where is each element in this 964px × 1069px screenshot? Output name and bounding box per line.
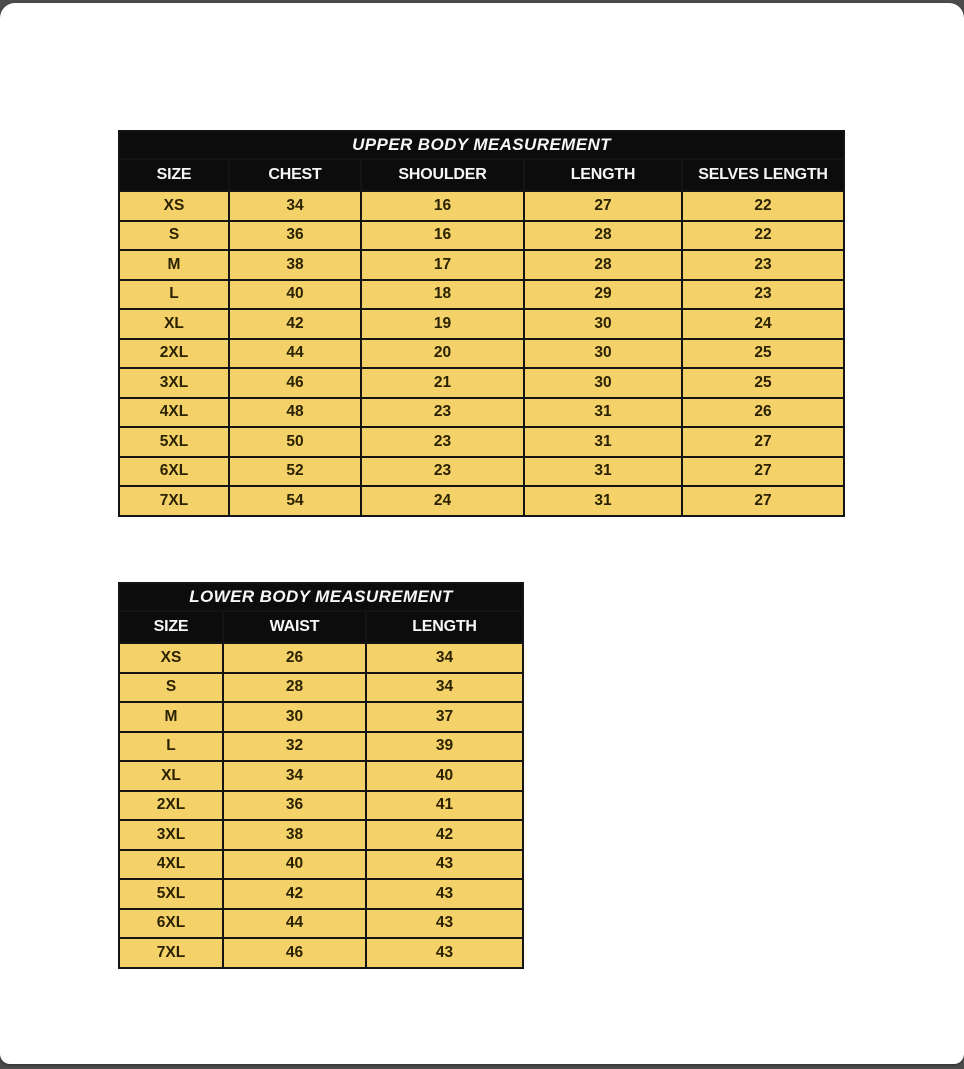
measurement-cell: 16 [361, 191, 524, 221]
table-row [119, 368, 844, 398]
size-cell: 2XL [119, 791, 223, 821]
size-cell: 7XL [119, 938, 223, 968]
size-cell: XS [119, 191, 229, 221]
table-row [119, 457, 844, 487]
measurement-cell: 23 [361, 427, 524, 457]
measurement-cell: 40 [366, 761, 523, 791]
size-cell: 3XL [119, 820, 223, 850]
size-cell: 3XL [119, 368, 229, 398]
measurement-cell: 25 [682, 339, 844, 369]
column-header-length: LENGTH [524, 159, 682, 191]
size-cell: 6XL [119, 909, 223, 939]
measurement-cell: 54 [229, 486, 361, 516]
measurement-cell: 18 [361, 280, 524, 310]
table-row [119, 732, 523, 762]
column-header-chest: CHEST [229, 159, 361, 191]
table-row [119, 909, 523, 939]
upper-table-title: UPPER BODY MEASUREMENT [119, 131, 844, 159]
measurement-cell: 24 [361, 486, 524, 516]
upper-body-measurement-table [118, 130, 845, 517]
measurement-cell: 25 [682, 368, 844, 398]
measurement-cell: 22 [682, 191, 844, 221]
table-row [119, 879, 523, 909]
table-row [119, 221, 844, 251]
table-row [119, 820, 523, 850]
table-row [119, 643, 523, 673]
measurement-cell: 42 [223, 879, 366, 909]
lower-table-title-row [119, 583, 523, 611]
measurement-cell: 30 [524, 339, 682, 369]
table-row [119, 398, 844, 428]
measurement-cell: 31 [524, 486, 682, 516]
measurement-cell: 23 [682, 280, 844, 310]
measurement-cell: 48 [229, 398, 361, 428]
size-cell: 6XL [119, 457, 229, 487]
size-cell: S [119, 221, 229, 251]
measurement-cell: 26 [682, 398, 844, 428]
size-cell: XS [119, 643, 223, 673]
table-row [119, 761, 523, 791]
measurement-cell: 52 [229, 457, 361, 487]
lower-table-header-row [119, 611, 523, 643]
measurement-cell: 22 [682, 221, 844, 251]
table-row [119, 850, 523, 880]
measurement-cell: 36 [229, 221, 361, 251]
size-cell: L [119, 280, 229, 310]
measurement-cell: 28 [524, 221, 682, 251]
measurement-cell: 43 [366, 909, 523, 939]
measurement-cell: 28 [223, 673, 366, 703]
measurement-cell: 27 [524, 191, 682, 221]
table-row [119, 673, 523, 703]
size-cell: L [119, 732, 223, 762]
column-header-length: LENGTH [366, 611, 523, 643]
measurement-cell: 20 [361, 339, 524, 369]
size-cell: M [119, 702, 223, 732]
measurement-cell: 34 [366, 673, 523, 703]
measurement-cell: 41 [366, 791, 523, 821]
table-row [119, 191, 844, 221]
measurement-cell: 40 [229, 280, 361, 310]
table-row [119, 280, 844, 310]
measurement-cell: 30 [223, 702, 366, 732]
content-card [0, 3, 964, 1064]
column-header-shoulder: SHOULDER [361, 159, 524, 191]
measurement-cell: 43 [366, 879, 523, 909]
measurement-cell: 23 [361, 457, 524, 487]
measurement-cell: 34 [223, 761, 366, 791]
table-row [119, 427, 844, 457]
size-cell: 2XL [119, 339, 229, 369]
size-cell: 4XL [119, 398, 229, 428]
measurement-cell: 44 [223, 909, 366, 939]
measurement-cell: 46 [223, 938, 366, 968]
measurement-cell: 27 [682, 486, 844, 516]
table-row [119, 250, 844, 280]
size-cell: 5XL [119, 427, 229, 457]
column-header-size: SIZE [119, 159, 229, 191]
size-cell: XL [119, 309, 229, 339]
measurement-cell: 32 [223, 732, 366, 762]
measurement-cell: 30 [524, 368, 682, 398]
measurement-cell: 40 [223, 850, 366, 880]
measurement-cell: 21 [361, 368, 524, 398]
measurement-cell: 19 [361, 309, 524, 339]
measurement-cell: 37 [366, 702, 523, 732]
measurement-cell: 34 [366, 643, 523, 673]
measurement-cell: 43 [366, 938, 523, 968]
measurement-cell: 24 [682, 309, 844, 339]
column-header-waist: WAIST [223, 611, 366, 643]
lower-body-measurement-table [118, 582, 524, 969]
lower-table-title: LOWER BODY MEASUREMENT [119, 583, 523, 611]
measurement-cell: 42 [229, 309, 361, 339]
column-header-size: SIZE [119, 611, 223, 643]
upper-table-title-row [119, 131, 844, 159]
table-row [119, 791, 523, 821]
table-row [119, 486, 844, 516]
measurement-cell: 26 [223, 643, 366, 673]
measurement-cell: 17 [361, 250, 524, 280]
table-row [119, 938, 523, 968]
size-cell: M [119, 250, 229, 280]
table-row [119, 339, 844, 369]
upper-table-body [119, 191, 844, 516]
measurement-cell: 42 [366, 820, 523, 850]
size-cell: XL [119, 761, 223, 791]
measurement-cell: 30 [524, 309, 682, 339]
measurement-cell: 23 [361, 398, 524, 428]
measurement-cell: 16 [361, 221, 524, 251]
measurement-cell: 38 [229, 250, 361, 280]
table-row [119, 702, 523, 732]
measurement-cell: 50 [229, 427, 361, 457]
measurement-cell: 43 [366, 850, 523, 880]
measurement-cell: 46 [229, 368, 361, 398]
measurement-cell: 27 [682, 457, 844, 487]
table-row [119, 309, 844, 339]
measurement-cell: 34 [229, 191, 361, 221]
measurement-cell: 29 [524, 280, 682, 310]
column-header-selves-length: SELVES LENGTH [682, 159, 844, 191]
measurement-cell: 27 [682, 427, 844, 457]
measurement-cell: 31 [524, 457, 682, 487]
measurement-cell: 36 [223, 791, 366, 821]
upper-table-header-row [119, 159, 844, 191]
size-cell: 7XL [119, 486, 229, 516]
measurement-cell: 31 [524, 427, 682, 457]
measurement-cell: 31 [524, 398, 682, 428]
measurement-cell: 38 [223, 820, 366, 850]
measurement-cell: 44 [229, 339, 361, 369]
size-cell: S [119, 673, 223, 703]
size-cell: 5XL [119, 879, 223, 909]
size-cell: 4XL [119, 850, 223, 880]
lower-table-body [119, 643, 523, 968]
measurement-cell: 39 [366, 732, 523, 762]
measurement-cell: 23 [682, 250, 844, 280]
measurement-cell: 28 [524, 250, 682, 280]
